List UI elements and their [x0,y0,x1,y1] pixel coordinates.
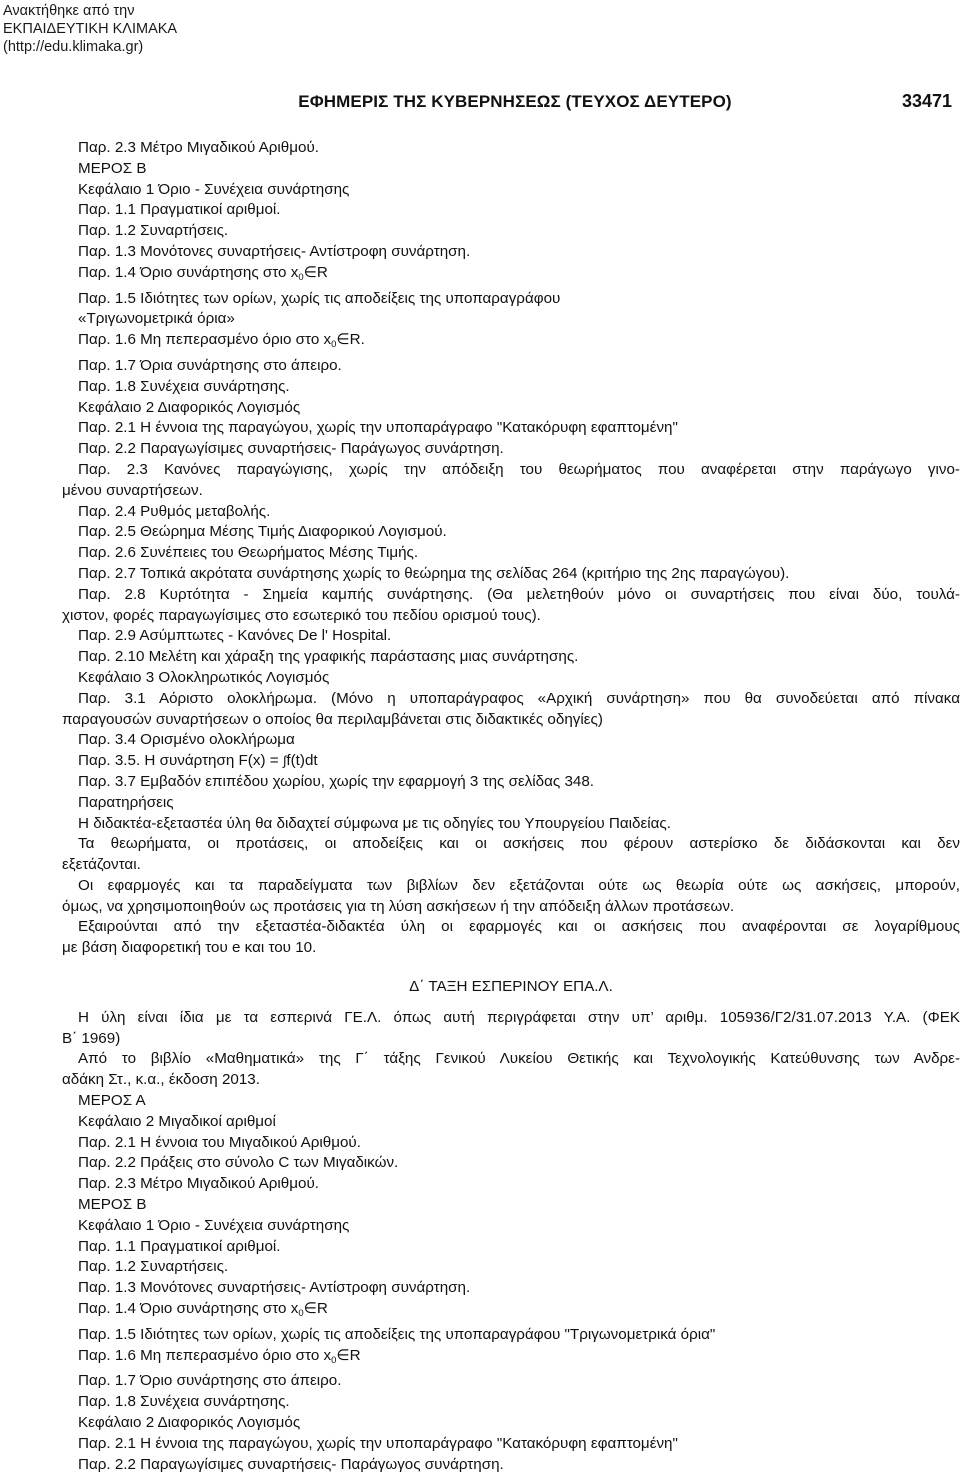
text-line: Παρ. 2.3 Κανόνες παραγώγισης, χωρίς την απόδειξη του θεωρήματος που αναφέρεται στην παράγωγο γινο- [78,460,960,478]
chapter-heading: Κεφάλαιο 2 Διαφορικός Λογισμός [78,398,301,416]
gazette-header-title: ΕΦΗΜΕΡΙΣ ΤΗΣ ΚΥΒΕΡΝΗΣΕΩΣ (ΤΕΥΧΟΣ ΔΕΥΤΕΡΟ) [298,92,732,111]
text-line: Παρ. 1.6 Μη πεπερασμένο όριο στο $x_0\in R$. [78,331,365,351]
text-line: Από το βιβλίο «Μαθηματικά» της Γ΄ τάξης Γενικού Λυκείου Θετικής και Τεχνολογικής Κατεύθυνσης των Ανδρε- [78,1050,960,1068]
text-line: Οι εφαρμογές και τα παραδείγματα των βιβλίων δεν εξετάζονται ούτε ως θεωρία ούτε ως ασκήσεις, μπορούν, [78,876,960,894]
chapter-heading: Κεφάλαιο 1 Όριο - Συνέχεια συνάρτησης [78,1216,350,1234]
text-line: Παρ. 1.5 Ιδιότητες των ορίων, χωρίς τις αποδείξεις της υποπαραγράφου "Τριγωνομετρικά όρια" [78,1325,716,1343]
text-line: Παρ. 3.7 Εμβαδόν επιπέδου χωρίου, χωρίς την εφαρμογή 3 της σελίδας 348. [78,772,595,790]
text-line: με βάση διαφορετική του e και του 10. [62,939,317,957]
text-line: Παρ. 2.3 Μέτρο Μιγαδικού Αριθμού. [78,1175,319,1193]
text-line: Η ύλη είναι ίδια με τα εσπερινά ΓΕ.Λ. όπως αυτή περιγράφεται στην υπ’ αριθμ. 105936/Γ2/31.07.2013 Υ.Α. (ΦΕΚ [78,1008,960,1026]
text-line: Παρ. 2.3 Μέτρο Μιγαδικού Αριθμού. [78,139,319,156]
part-heading: ΜΕΡΟΣ Β [78,159,147,177]
text-line: όμως, να χρησιμοποιηθούν ως προτάσεις για τη λύση ασκήσεων ή την απόδειξη άλλων προτάσεων. [62,897,735,915]
remarks-heading: Παρατηρήσεις [78,793,174,811]
text-line: Η διδακτέα-εξεταστέα ύλη θα διδαχτεί σύμφωνα με τις οδηγίες του Υπουργείου Παιδείας. [78,814,671,832]
text-line: μένου συναρτήσεων. [62,481,203,499]
text-line: Παρ. 2.1 Η έννοια της παραγώγου, χωρίς την υποπαράγραφο "Κατακόρυφη εφαπτομένη" [78,419,678,437]
text-line: Παρ. 2.1 Η έννοια της παραγώγου, χωρίς την υποπαράγραφο "Κατακόρυφη εφαπτομένη" [78,1434,678,1452]
text-line: Παρ. 1.7 Όριο συνάρτησης στο άπειρο. [78,1372,342,1390]
text-line: Παρ. 1.8 Συνέχεια συνάρτησης. [78,1393,290,1411]
text-line: Παρ. 1.3 Μονότονες συναρτήσεις- Αντίστροφη συνάρτηση. [78,242,471,260]
text-line: Παρ. 2.2 Παραγωγίσιμες συναρτήσεις- Παράγωγος συνάρτηση. [78,440,504,458]
text-line: Παρ. 2.8 Κυρτότητα - Σημεία καμπής συνάρτησης. (Θα μελετηθούν μόνο οι συναρτήσεις που είναι δύο, τουλά- [78,585,960,603]
chapter-heading: Κεφάλαιο 2 Διαφορικός Λογισμός [78,1414,301,1432]
page-number: 33471 [901,91,952,111]
text-line: Παρ. 1.4 Όριο συνάρτησης στο $x_0\in R$ [78,263,328,283]
chapter-heading: Κεφάλαιο 2 Μιγαδικοί αριθμοί [78,1112,276,1130]
text-line: Παρ. 3.5. Η συνάρτηση F(x) = ∫f(t)dt [78,752,318,770]
text-line: παραγουσών συναρτήσεων ο οποίος θα περιλαμβάνεται στις διδακτικές οδηγίες) [62,710,603,728]
text-line: Παρ. 3.1 Αόριστο ολοκλήρωμα. (Μόνο η υποπαράγραφος «Αρχική συνάρτηση» που θα συνοδεύεται από πίνακα [78,689,960,707]
text-line: Εξαιρούνται από την εξεταστέα-διδακτέα ύλη οι εφαρμογές και οι ασκήσεις που αναφέρονται σε λογαρίθμους [78,918,960,936]
section-title: Δ΄ ΤΑΞΗ ΕΣΠΕΡΙΝΟΥ ΕΠΑ.Λ. [409,978,613,996]
text-line: Β΄ 1969) [62,1029,121,1047]
text-line: Παρ. 2.7 Τοπικά ακρότατα συνάρτησης χωρίς το θεώρημα της σελίδας 264 (κριτήριο της 2ης παραγώγου). [78,564,790,582]
text-line: Παρ. 2.10 Μελέτη και χάραξη της γραφικής παράστασης μιας συνάρτησης. [78,648,579,666]
text-line: Παρ. 1.3 Μονότονες συναρτήσεις- Αντίστροφη συνάρτηση. [78,1279,471,1297]
text-line: Παρ. 2.2 Παραγωγίσιμες συναρτήσεις- Παράγωγος συνάρτηση. [78,1455,504,1473]
text-line: αδάκη Στ., κ.α., έκδοση 2013. [62,1071,260,1089]
source-line: ΕΚΠΑΙΔΕΥΤΙΚΗ ΚΛΙΜΑΚΑ [3,21,178,37]
text-line: χιστον, φορές παραγωγίσιμες στο εσωτερικό του πεδίου ορισμού τους). [62,606,541,624]
text-line: Παρ. 2.6 Συνέπειες του Θεωρήματος Μέσης Τιμής. [78,544,419,562]
text-line: Παρ. 3.4 Ορισμένο ολοκλήρωμα [78,731,295,749]
text-line: Παρ. 2.5 Θεώρημα Μέσης Τιμής Διαφορικού Λογισμού. [78,523,447,541]
text-line: Παρ. 1.2 Συναρτήσεις. [78,1258,229,1276]
text-line: Τα θεωρήματα, οι προτάσεις, οι αποδείξεις και οι ασκήσεις που φέρουν αστερίσκο δε διδάσκονται και δεν [78,835,960,853]
text-line: Παρ. 2.4 Ρυθμός μεταβολής. [78,502,271,520]
chapter-heading: Κεφάλαιο 1 Όριο - Συνέχεια συνάρτησης [78,180,350,198]
text-line: Παρ. 1.5 Ιδιότητες των ορίων, χωρίς τις αποδείξεις της υποπαραγράφου [78,289,561,307]
text-line: Παρ. 2.2 Πράξεις στο σύνολο C των Μιγαδικών. [78,1154,399,1172]
text-line: Παρ. 1.8 Συνέχεια συνάρτησης. [78,377,290,395]
part-heading: ΜΕΡΟΣ Α [78,1092,146,1110]
text-line: Παρ. 1.4 Όριο συνάρτησης στο $x_0\in R$ [78,1300,328,1320]
text-line: «Τριγωνομετρικά όρια» [78,310,235,328]
text-line: Παρ. 2.9 Ασύμπτωτες - Κανόνες De l' Hospital. [78,627,392,645]
source-credit [3,2,177,56]
source-link[interactable]: (http://edu.klimaka.gr) [3,39,144,55]
text-line: Παρ. 1.6 Μη πεπερασμένο όριο στο $x_0\in R$ [78,1346,361,1366]
part-heading: ΜΕΡΟΣ Β [78,1196,147,1214]
text-line: Παρ. 1.7 Όρια συνάρτησης στο άπειρο. [78,356,342,374]
document-body [62,138,960,1475]
integral-symbol: ∫ [282,753,287,769]
chapter-heading: Κεφάλαιο 3 Ολοκληρωτικός Λογισμός [78,668,330,686]
text-line: Παρ. 1.1 Πραγματικοί αριθμοί. [78,1237,281,1255]
text-line: Παρ. 1.1 Πραγματικοί αριθμοί. [78,201,281,219]
text-line: Παρ. 2.1 Η έννοια του Μιγαδικού Αριθμού. [78,1133,361,1151]
text-line: εξετάζονται. [62,856,141,874]
text-line: Παρ. 1.2 Συναρτήσεις. [78,222,229,240]
source-line: Ανακτήθηκε από την [3,3,135,19]
